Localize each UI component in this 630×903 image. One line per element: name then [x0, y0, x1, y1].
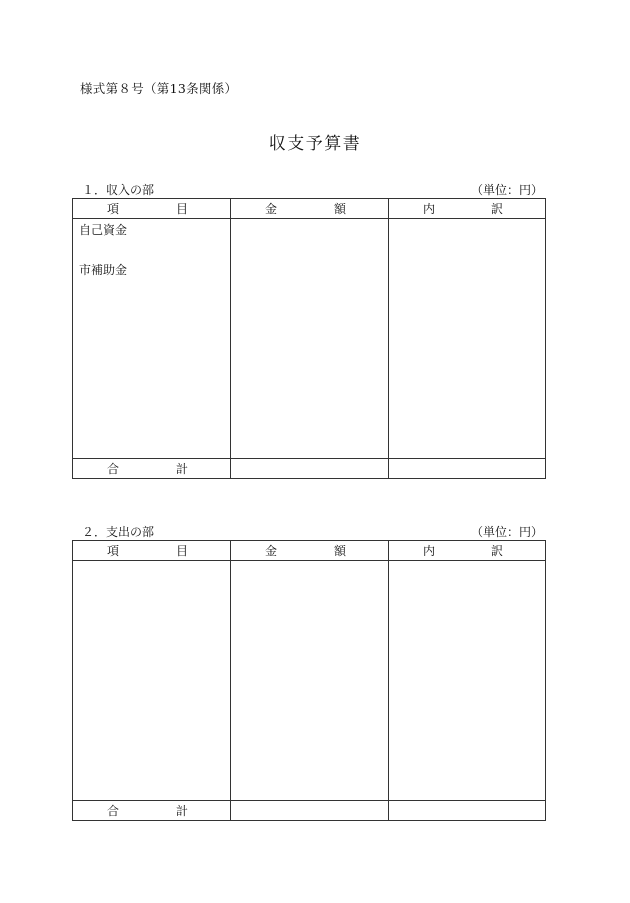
expense-items-cell[interactable] [73, 561, 231, 801]
income-total-breakdown-cell[interactable] [389, 459, 546, 479]
income-header-breakdown [389, 199, 546, 219]
header-char: 訳 [490, 202, 503, 216]
income-total-amount-cell[interactable] [231, 459, 389, 479]
expense-header-row [73, 541, 546, 561]
header-char: 内 [423, 544, 436, 558]
form-number: 様式第８号（第13条関係） [80, 81, 238, 96]
expense-header-breakdown [389, 541, 546, 561]
header-char: 項 [107, 544, 120, 558]
income-items-cell[interactable] [73, 219, 231, 459]
income-header-amount [231, 199, 389, 219]
document-title: 収支予算書 [268, 134, 362, 154]
header-char: 目 [175, 544, 188, 558]
expense-total-breakdown-cell[interactable] [389, 801, 546, 821]
total-char: 合 [107, 462, 120, 476]
expense-table [72, 540, 546, 821]
total-char: 計 [175, 462, 188, 476]
expense-section-header [72, 523, 545, 539]
header-char: 額 [333, 544, 346, 558]
expense-total-label [73, 801, 231, 821]
income-table [72, 198, 546, 479]
expense-total-row [73, 801, 546, 821]
header-char: 内 [423, 202, 436, 216]
income-section-title: １．収入の部 [82, 183, 155, 197]
income-header-row [73, 199, 546, 219]
header-char: 金 [265, 202, 278, 216]
expense-header-amount [231, 541, 389, 561]
header-char: 金 [265, 544, 278, 558]
expense-unit-label: （単位：円） [470, 525, 543, 539]
income-header-item [73, 199, 231, 219]
income-total-row [73, 459, 546, 479]
income-breakdown-cell[interactable] [389, 219, 546, 459]
header-char: 項 [107, 202, 120, 216]
income-unit-label: （単位：円） [470, 183, 543, 197]
expense-header-item [73, 541, 231, 561]
total-char: 合 [107, 804, 120, 818]
total-char: 計 [175, 804, 188, 818]
income-section-header [72, 181, 545, 197]
income-body-row [73, 219, 546, 459]
header-char: 目 [175, 202, 188, 216]
income-amount-cell[interactable] [231, 219, 389, 459]
header-char: 訳 [490, 544, 503, 558]
expense-total-amount-cell[interactable] [231, 801, 389, 821]
header-char: 額 [333, 202, 346, 216]
income-item-subsidy: 市補助金 [79, 263, 128, 277]
expense-breakdown-cell[interactable] [389, 561, 546, 801]
expense-amount-cell[interactable] [231, 561, 389, 801]
expense-body-row [73, 561, 546, 801]
income-total-label [73, 459, 231, 479]
expense-section-title: ２．支出の部 [82, 525, 155, 539]
income-item-own-funds: 自己資金 [79, 223, 128, 237]
